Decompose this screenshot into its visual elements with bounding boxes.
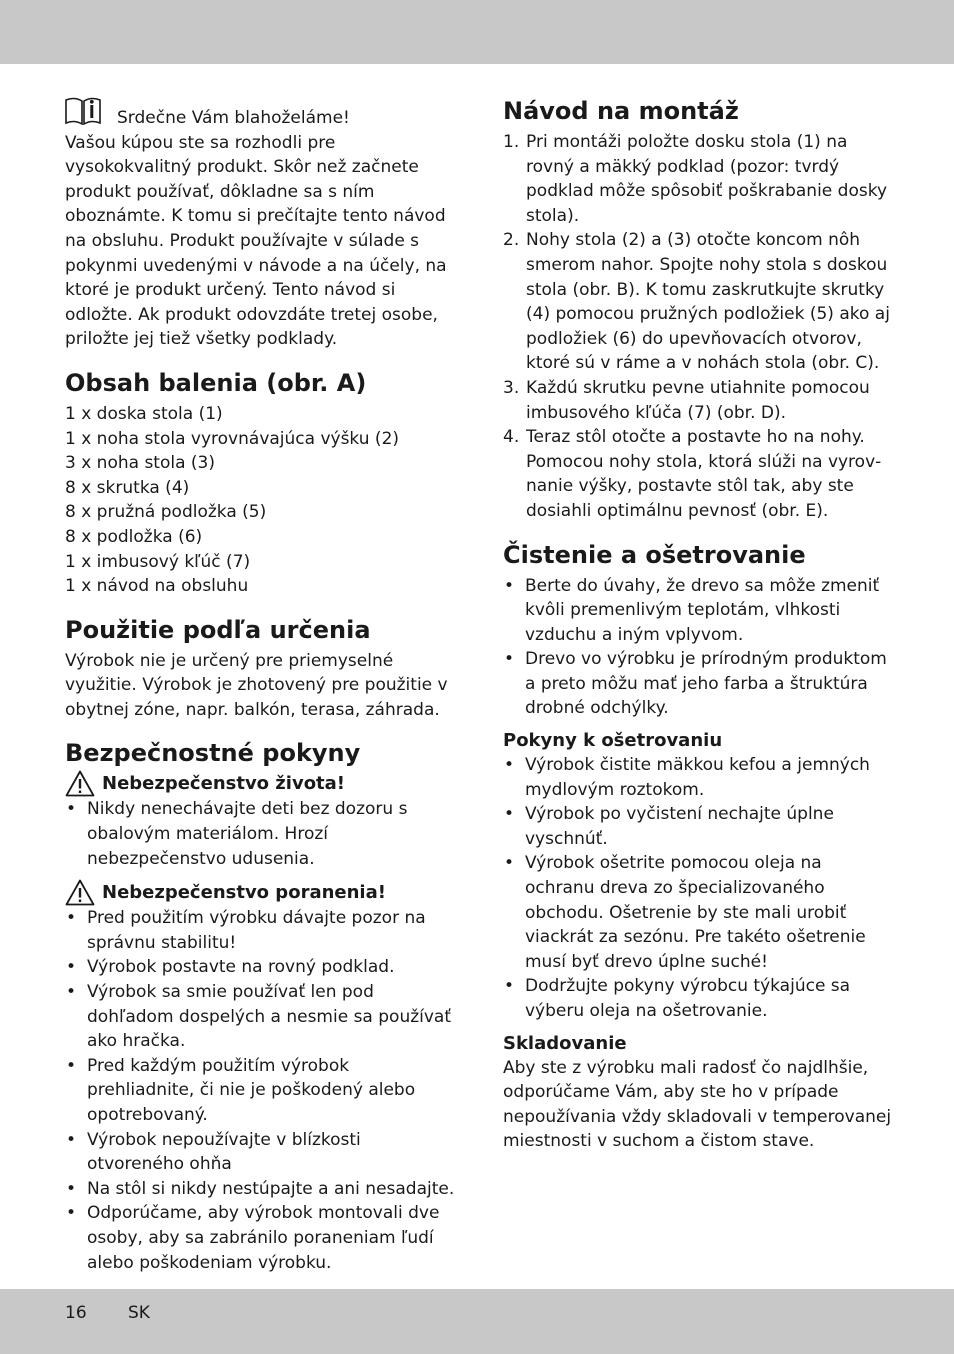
contents-list [65, 402, 460, 599]
warning-title: Nebezpečenstvo života! [102, 772, 346, 794]
usage-heading: Použitie podľa určenia [65, 615, 371, 644]
care-heading: Pokyny k ošetrovaniu [503, 730, 723, 752]
list-item: • Výrobok nepoužívajte v blízkosti otvoreného ohňa [65, 1128, 460, 1177]
list-item: • Odporúčame, aby výrobok montovali dve osoby, aby sa zabránilo poraneniam ľudí alebo poškodeniam výrobku. [65, 1201, 460, 1275]
list-item: • Na stôl si nikdy nestúpajte a ani nesadajte. [65, 1177, 460, 1202]
warning-triangle-icon [65, 770, 95, 797]
assembly-step: 4. Teraz stôl otočte a postavte ho na nohy. Pomocou nohy stola, ktorá slúži na vyrovnanie výšky, postavte stôl tak, aby ste dosiahli optimálnu pevnosť (obr. E). [503, 427, 882, 521]
warning-triangle-icon [65, 879, 95, 906]
injury-danger-list [65, 906, 460, 1275]
list-item: • Výrobok ošetrite pomocou oleja na ochranu dreva zo špecializovaného obchodu. Ošetrenie by ste mali urobiť viackrát za sezónu. Pre takéto ošetrenie musí byť drevo úplne suché! [503, 851, 895, 974]
care-list [503, 753, 895, 1024]
intro-text: Vašou kúpou ste sa rozhodli pre vysokokvalitný produkt. Skôr než začnete produkt používať, dôkladne sa s ním oboznámte. K tomu si prečítajte tento návod na obsluhu. Produkt používajte v súlade s pokynmi uvedenými v návode a na účely, na ktoré je produkt určený. Tento návod si odložte. Ak produkt odovzdáte tretej osobe, priložte jej tiež všetky podklady. [65, 132, 447, 350]
page-number: 16 [65, 1303, 87, 1323]
list-item: 1 x návod na obsluhu [65, 576, 249, 597]
list-item: • Pred každým použitím výrobok prehliadnite, či nie je poškodený alebo opotrebovaný. [65, 1054, 460, 1128]
list-item: 8 x podložka (6) [65, 526, 203, 547]
header-bar [0, 0, 954, 64]
left-column [65, 96, 460, 1275]
list-item: • Výrobok sa smie používať len pod dohľadom dospelých a nesmie sa používať ako hračka. [65, 980, 460, 1054]
assembly-step: 1. Pri montáži položte dosku stola (1) na rovný a mäkký podklad (pozor: tvrdý podklad môže spôsobiť poškrabanie dosky stola). [503, 132, 888, 226]
info-book-icon [65, 97, 101, 125]
cleaning-list [503, 574, 895, 722]
list-item: 3 x noha stola (3) [65, 453, 216, 474]
storage-heading: Skladovanie [503, 1032, 627, 1054]
list-item: 1 x imbusový kľúč (7) [65, 551, 251, 572]
usage-text: Výrobok nie je určený pre priemyselné využitie. Výrobok je zhotovený pre použitie v obytnej zóne, napr. balkón, terasa, záhrada. [65, 650, 448, 720]
assembly-heading: Návod na montáž [503, 97, 739, 125]
intro-section [65, 96, 460, 352]
right-column [503, 96, 895, 1154]
list-item: • Výrobok čistite mäkkou kefou a jemných mydlovým roztokom. [503, 753, 895, 802]
warning-title: Nebezpečenstvo poranenia! [102, 881, 386, 903]
list-item: 1 x doska stola (1) [65, 403, 223, 424]
list-item: 1 x noha stola vyrovnávajúca výšku (2) [65, 428, 400, 449]
contents-heading: Obsah balenia (obr. A) [65, 368, 367, 397]
list-item: • Drevo vo výrobku je prírodným produktom a preto môžu mať jeho farba a štruktúra drobné odchýlky. [503, 647, 895, 721]
assembly-step: 3. Každú skrutku pevne utiahnite pomocou imbusového kľúča (7) (obr. D). [503, 377, 870, 423]
safety-heading: Bezpečnostné pokyny [65, 739, 361, 768]
injury-danger-warning [65, 879, 460, 906]
life-danger-warning [65, 770, 460, 797]
list-item: 8 x pružná podložka (5) [65, 502, 267, 523]
list-item: 8 x skrutka (4) [65, 477, 190, 498]
list-item: • Pred použitím výrobku dávajte pozor na správnu stabilitu! [65, 906, 460, 955]
list-item: • Nikdy nenechávajte deti bez dozoru s obalovým materiálom. Hrozí nebezpečenstvo udusenia. [65, 797, 460, 871]
storage-text: Aby ste z výrobku mali radosť čo najdlhšie, odporúčame Vám, aby ste ho v prípade nepoužívania vždy skladovali v temperovanej miestnosti v suchom a čistom stave. [503, 1057, 892, 1152]
intro-greeting: Srdečne Vám blahoželáme! [117, 108, 350, 128]
assembly-steps [503, 130, 895, 524]
list-item: • Berte do úvahy, že drevo sa môže zmeniť kvôli premenlivým teplotám, vlhkosti vzduchu a iným vplyvom. [503, 574, 895, 648]
language-code: SK [128, 1303, 150, 1323]
list-item: • Výrobok postavte na rovný podklad. [65, 955, 460, 980]
assembly-step: 2. Nohy stola (2) a (3) otočte koncom nôh smerom nahor. Spojte nohy stola s doskou stola (obr. B). K tomu zaskrutkujte skrutky (4) pomocou pružných podložiek (5) ako aj podložiek (6) do upevňovacích otvorov, ktoré sú v ráme a v nohách stola (obr. C). [503, 230, 890, 374]
list-item: • Dodržujte pokyny výrobcu týkajúce sa výberu oleja na ošetrovanie. [503, 974, 895, 1023]
life-danger-list [65, 797, 460, 871]
list-item: • Výrobok po vyčistení nechajte úplne vyschnúť. [503, 802, 895, 851]
cleaning-heading: Čistenie a ošetrovanie [503, 540, 806, 569]
